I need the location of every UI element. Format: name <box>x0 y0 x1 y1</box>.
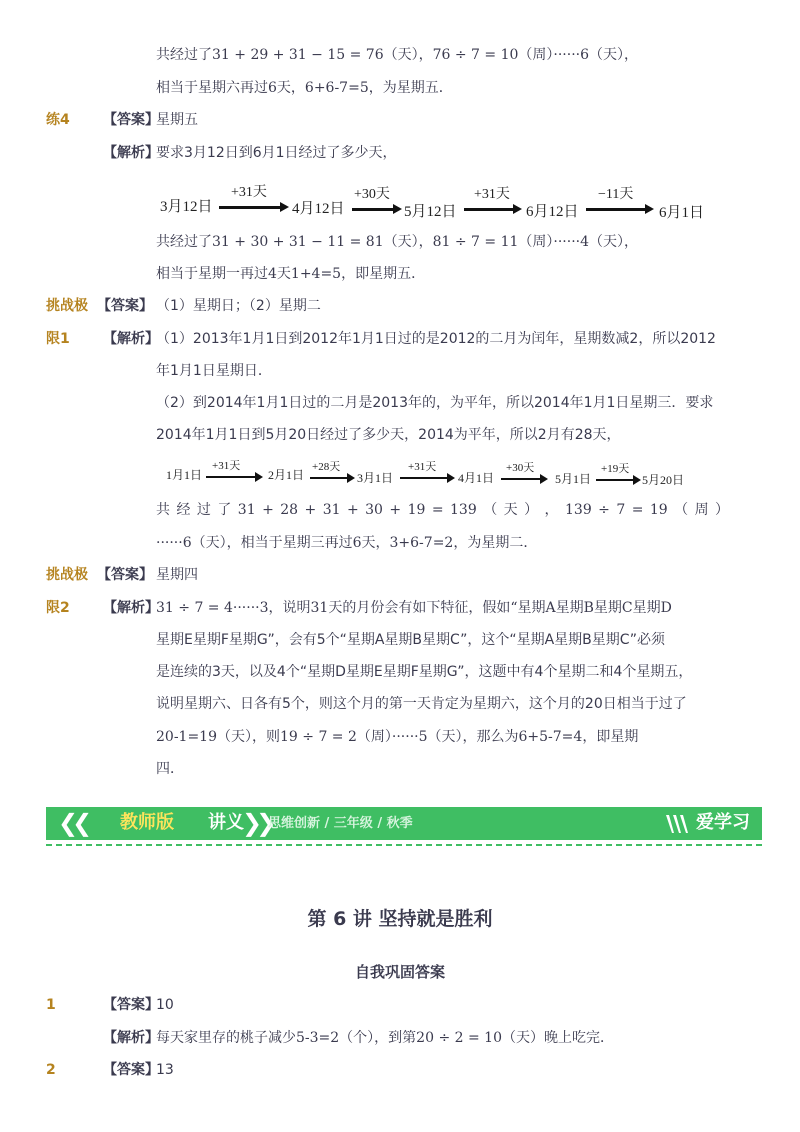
timeline-label: +30天 <box>506 462 535 474</box>
brand-logo-text: 爱学习 <box>696 812 750 833</box>
timeline-label: −11天 <box>598 187 634 202</box>
question-number: 2 <box>46 1062 56 1078</box>
timeline-node: 5月1日 <box>555 472 592 486</box>
analysis-tag: 【解析】 <box>103 600 159 616</box>
answer-tag: 【答案】 <box>97 298 153 314</box>
lian4-text-line-1: 共经过了31 + 30 + 31 − 11 = 81（天），81 ÷ 7 = 11（周）······4（天）， <box>156 234 639 250</box>
timeline-node: 1月1日 <box>166 468 203 482</box>
timeline-arrow <box>501 478 541 480</box>
timeline-arrow <box>586 208 646 211</box>
timeline-arrow <box>464 208 514 211</box>
answer-text: 10 <box>156 997 174 1013</box>
xian2-text-line-4: 说明星期六、日各有5个，则这个月的第一天肯定为星期六，这个月的20日相当于过了 <box>156 696 687 712</box>
timeline-node: 5月12日 <box>404 204 457 220</box>
timeline-arrow <box>206 476 256 478</box>
xian1-text-line-6: ······6（天），相当于星期三再过6天，3+6-7=2，为星期二． <box>156 535 538 551</box>
timeline-node: 4月1日 <box>458 471 495 485</box>
timeline-arrow <box>219 206 281 209</box>
xian1-text-line-2: 年1月1日星期日． <box>156 363 272 379</box>
timeline-arrow <box>596 479 634 481</box>
answer-tag: 【答案】 <box>103 1062 159 1078</box>
timeline-label: +30天 <box>354 187 390 202</box>
timeline-arrow <box>400 477 448 479</box>
timeline-label: +31天 <box>231 185 267 200</box>
xian1-text-line-3: （2）到2014年1月1日过的二月是2013年的，为平年，所以2014年1月1日星期三．要求 <box>156 395 714 411</box>
analysis-text: 要求3月12日到6月1日经过了多少天， <box>156 145 397 161</box>
chevron-left-icon: ❮❮ <box>58 809 87 837</box>
timeline-node: 6月12日 <box>526 204 579 220</box>
timeline-arrow <box>310 477 348 479</box>
timeline-node: 6月1日 <box>659 205 705 221</box>
answer-tag: 【答案】 <box>103 997 159 1013</box>
analysis-tag: 【解析】 <box>103 331 159 347</box>
xian2-text-line-2: 星期E星期F星期G”，会有5个“星期A星期B星期C”，这个“星期A星期B星期C”必须 <box>156 632 666 648</box>
analysis-text: 每天家里存的桃子减少5-3=2（个），到第20 ÷ 2 = 10（天）晚上吃完． <box>156 1030 614 1046</box>
timeline-label: +31天 <box>212 460 241 472</box>
timeline-node: 3月12日 <box>160 199 213 215</box>
analysis-tag: 【解析】 <box>103 1030 159 1046</box>
brand-logo-icon <box>664 811 692 835</box>
challenge-label-suffix: 限2 <box>46 600 70 616</box>
banner-title-primary: 教师版 <box>120 812 174 833</box>
challenge-label-suffix: 限1 <box>46 331 70 347</box>
answer-tag: 【答案】 <box>103 112 159 128</box>
timeline-node: 4月12日 <box>292 201 345 217</box>
xian1-text-line-4: 2014年1月1日到5月20日经过了多少天，2014为平年，所以2月有28天， <box>156 427 621 443</box>
timeline-label: +28天 <box>312 461 341 473</box>
analysis-tag: 【解析】 <box>103 145 159 161</box>
top-text-line-1: 共经过了31 + 29 + 31 − 15 = 76（天），76 ÷ 7 = 10（周）······6（天）， <box>156 47 639 63</box>
timeline-node: 2月1日 <box>268 468 305 482</box>
lecture-title: 第 6 讲 坚持就是胜利 <box>307 908 493 930</box>
answer-text: 星期五 <box>156 112 198 128</box>
question-number: 1 <box>46 997 56 1013</box>
section-subtitle: 自我巩固答案 <box>354 963 445 981</box>
timeline-node: 5月20日 <box>642 473 685 487</box>
xian2-text-line-3: 是连续的3天，以及4个“星期D星期E星期F星期G”，这题中有4个星期二和4个星期五， <box>156 664 693 680</box>
banner-divider <box>46 844 762 846</box>
section-banner <box>46 807 762 840</box>
answer-text: （1）星期日；（2）星期二 <box>156 298 321 314</box>
answer-tag: 【答案】 <box>97 567 153 583</box>
answer-text: 星期四 <box>156 567 198 583</box>
lian4-text-line-2: 相当于星期一再过4天1+4=5，即星期五． <box>156 266 426 282</box>
xian1-text-line-5: 共 经 过 了 31 + 28 + 31 + 30 + 19 = 139 （ 天 ） ， 139 ÷ 7 = 19 （ 周 ） <box>156 502 730 518</box>
timeline-arrow <box>352 208 394 211</box>
xian2-text-line-1: 31 ÷ 7 = 4······3，说明31天的月份会有如下特征，假如“星期A星期B星期C星期D <box>156 600 672 616</box>
xian2-text-line-6: 四． <box>156 761 184 777</box>
banner-subtitle: 思维创新 / 三年级 / 秋季 <box>268 816 413 831</box>
challenge-label: 挑战极 <box>46 298 88 314</box>
challenge-label: 挑战极 <box>46 567 88 583</box>
timeline-label: +31天 <box>474 187 510 202</box>
chevron-right-icon: ❯❯ <box>242 809 271 837</box>
exercise-label: 练4 <box>46 112 70 128</box>
answer-text: 13 <box>156 1062 174 1078</box>
timeline-label: +31天 <box>408 461 437 473</box>
top-text-line-2: 相当于星期六再过6天，6+6-7=5，为星期五． <box>156 80 453 96</box>
xian2-text-line-5: 20-1=19（天），则19 ÷ 7 = 2（周）······5（天），那么为6+5-7=4，即星期 <box>156 729 639 745</box>
timeline-node: 3月1日 <box>357 471 394 485</box>
xian1-text-line-1: （1）2013年1月1日到2012年1月1日过的是2012的二月为闰年，星期数减2，所以2012 <box>156 331 716 347</box>
banner-title-secondary: 讲义 <box>208 812 244 833</box>
timeline-label: +19天 <box>601 463 630 475</box>
